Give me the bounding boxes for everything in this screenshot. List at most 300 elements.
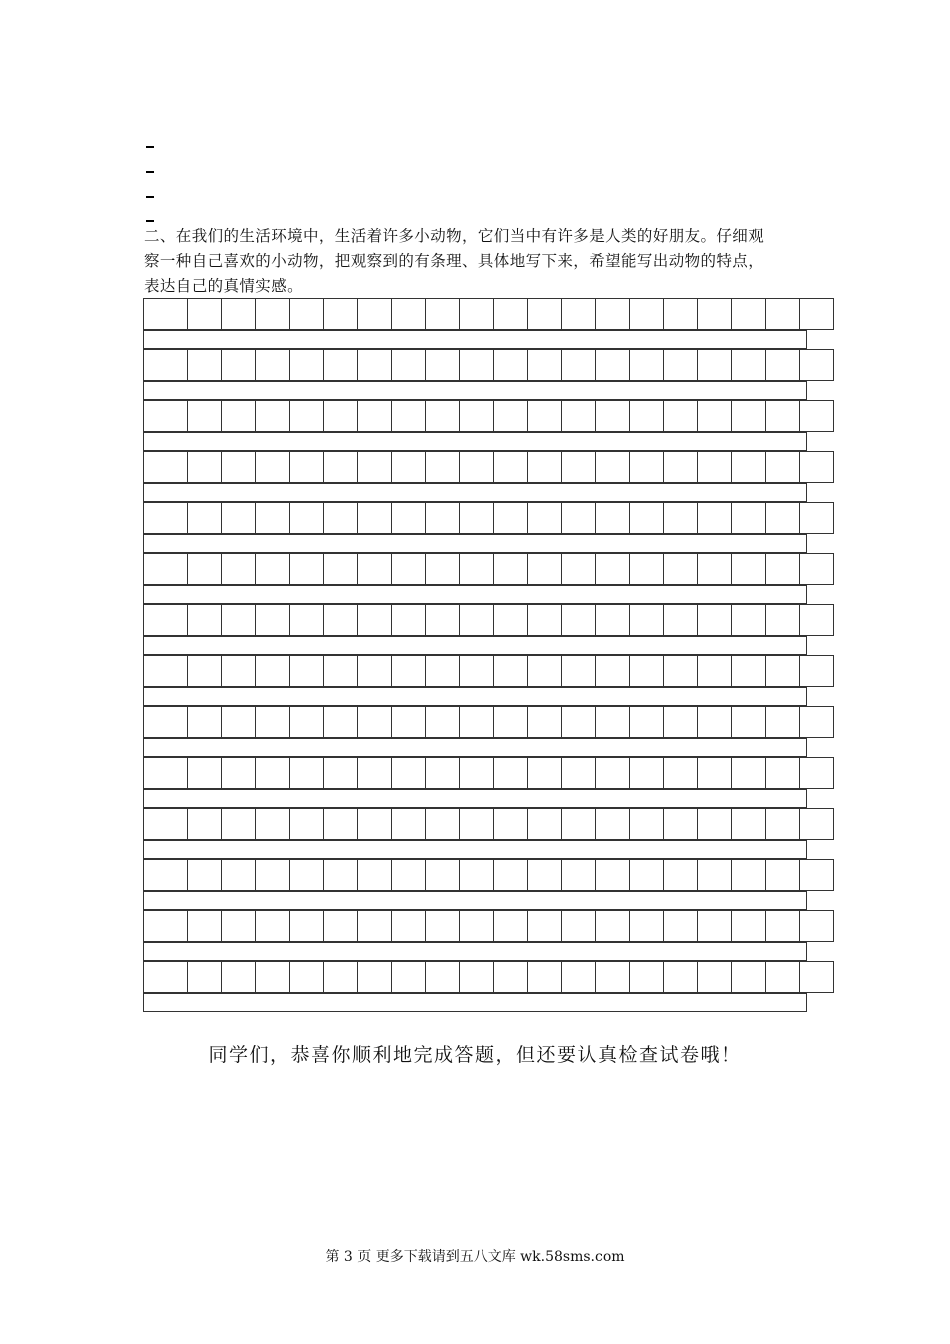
grid-cell[interactable]	[697, 910, 732, 942]
grid-row	[143, 349, 807, 381]
grid-cell[interactable]	[459, 349, 494, 381]
grid-cell[interactable]	[663, 655, 698, 687]
grid-cell[interactable]	[221, 706, 256, 738]
grid-cell[interactable]	[799, 808, 834, 840]
grid-cell[interactable]	[663, 553, 698, 585]
grid-cell[interactable]	[561, 910, 596, 942]
grid-cell[interactable]	[731, 859, 766, 891]
grid-cell[interactable]	[187, 808, 222, 840]
grid-cell[interactable]	[731, 553, 766, 585]
grid-cell[interactable]	[527, 400, 562, 432]
grid-cell[interactable]	[595, 808, 630, 840]
grid-cell[interactable]	[459, 859, 494, 891]
grid-cell[interactable]	[799, 349, 834, 381]
grid-cell[interactable]	[663, 604, 698, 636]
grid-cell[interactable]	[527, 604, 562, 636]
grid-cell[interactable]	[143, 349, 188, 381]
grid-cell[interactable]	[731, 910, 766, 942]
grid-cell[interactable]	[289, 298, 324, 330]
grid-cell[interactable]	[187, 859, 222, 891]
grid-cell[interactable]	[663, 400, 698, 432]
grid-cell[interactable]	[459, 502, 494, 534]
grid-cell[interactable]	[255, 757, 290, 789]
grid-cell[interactable]	[629, 604, 664, 636]
grid-cell[interactable]	[255, 604, 290, 636]
grid-cell[interactable]	[357, 808, 392, 840]
grid-cell[interactable]	[391, 859, 426, 891]
grid-cell[interactable]	[289, 553, 324, 585]
grid-cell[interactable]	[731, 706, 766, 738]
grid-cell[interactable]	[561, 655, 596, 687]
grid-cell[interactable]	[663, 910, 698, 942]
grid-cell[interactable]	[323, 655, 358, 687]
grid-cell[interactable]	[221, 502, 256, 534]
grid-cell[interactable]	[425, 604, 460, 636]
grid-cell[interactable]	[527, 349, 562, 381]
grid-cell[interactable]	[143, 910, 188, 942]
grid-cell[interactable]	[595, 553, 630, 585]
grid-cell[interactable]	[799, 655, 834, 687]
grid-cell[interactable]	[561, 502, 596, 534]
grid-cell[interactable]	[799, 400, 834, 432]
grid-cell[interactable]	[527, 655, 562, 687]
grid-cell[interactable]	[493, 808, 528, 840]
grid-cell[interactable]	[765, 349, 800, 381]
grid-cell[interactable]	[357, 706, 392, 738]
grid-cell[interactable]	[391, 298, 426, 330]
grid-cell[interactable]	[799, 757, 834, 789]
grid-cell[interactable]	[391, 349, 426, 381]
grid-cell[interactable]	[561, 349, 596, 381]
grid-cell[interactable]	[391, 502, 426, 534]
grid-cell[interactable]	[561, 757, 596, 789]
grid-cell[interactable]	[391, 400, 426, 432]
grid-row	[143, 961, 807, 993]
grid-cell[interactable]	[459, 655, 494, 687]
grid-cell[interactable]	[323, 400, 358, 432]
grid-cell[interactable]	[527, 910, 562, 942]
grid-cell[interactable]	[697, 655, 732, 687]
grid-cell[interactable]	[391, 604, 426, 636]
grid-cell[interactable]	[663, 298, 698, 330]
grid-cell[interactable]	[629, 451, 664, 483]
grid-cell[interactable]	[731, 298, 766, 330]
grid-cell[interactable]	[323, 553, 358, 585]
grid-cell[interactable]	[255, 808, 290, 840]
grid-spacer-row	[143, 891, 807, 910]
grid-cell[interactable]	[799, 553, 834, 585]
grid-cell[interactable]	[221, 400, 256, 432]
grid-cell[interactable]	[255, 655, 290, 687]
grid-cell[interactable]	[425, 706, 460, 738]
grid-cell[interactable]	[765, 655, 800, 687]
grid-cell[interactable]	[459, 808, 494, 840]
grid-cell[interactable]	[527, 298, 562, 330]
grid-cell[interactable]	[493, 553, 528, 585]
grid-cell[interactable]	[357, 859, 392, 891]
grid-cell[interactable]	[143, 655, 188, 687]
grid-cell[interactable]	[697, 400, 732, 432]
grid-cell[interactable]	[697, 706, 732, 738]
grid-cell[interactable]	[425, 400, 460, 432]
grid-cell[interactable]	[629, 859, 664, 891]
grid-spacer-row	[143, 993, 807, 1012]
grid-cell[interactable]	[391, 706, 426, 738]
grid-cell[interactable]	[221, 910, 256, 942]
grid-cell[interactable]	[629, 502, 664, 534]
grid-cell[interactable]	[493, 451, 528, 483]
grid-cell[interactable]	[357, 655, 392, 687]
grid-cell[interactable]	[187, 706, 222, 738]
grid-cell[interactable]	[289, 451, 324, 483]
grid-spacer-row	[143, 840, 807, 859]
closing-message: 同学们，恭喜你顺利地完成答题，但还要认真检查试卷哦！	[208, 1044, 742, 1066]
grid-cell[interactable]	[493, 400, 528, 432]
question-line: 二、在我们的生活环境中，生活着许多小动物，它们当中有许多是人类的好朋友。仔细观	[144, 227, 765, 245]
grid-cell[interactable]	[799, 502, 834, 534]
grid-cell[interactable]	[663, 706, 698, 738]
grid-cell[interactable]	[289, 655, 324, 687]
grid-cell[interactable]	[255, 961, 290, 993]
grid-cell[interactable]	[765, 961, 800, 993]
grid-cell[interactable]	[357, 961, 392, 993]
grid-cell[interactable]	[765, 859, 800, 891]
grid-cell[interactable]	[459, 706, 494, 738]
answer-line-3	[146, 196, 154, 198]
grid-cell[interactable]	[221, 451, 256, 483]
grid-cell[interactable]	[697, 502, 732, 534]
grid-cell[interactable]	[629, 910, 664, 942]
question-line: 表达自己的真情实感。	[144, 277, 304, 295]
grid-cell[interactable]	[561, 298, 596, 330]
grid-cell[interactable]	[663, 757, 698, 789]
grid-cell[interactable]	[221, 859, 256, 891]
grid-spacer-row	[143, 687, 807, 706]
grid-cell[interactable]	[187, 298, 222, 330]
grid-cell[interactable]	[143, 553, 188, 585]
grid-cell[interactable]	[425, 910, 460, 942]
grid-cell[interactable]	[527, 961, 562, 993]
grid-cell[interactable]	[289, 808, 324, 840]
grid-cell[interactable]	[595, 655, 630, 687]
grid-cell[interactable]	[799, 859, 834, 891]
grid-cell[interactable]	[323, 298, 358, 330]
grid-cell[interactable]	[143, 706, 188, 738]
grid-cell[interactable]	[391, 808, 426, 840]
grid-cell[interactable]	[221, 553, 256, 585]
grid-cell[interactable]	[255, 349, 290, 381]
grid-cell[interactable]	[221, 349, 256, 381]
grid-cell[interactable]	[799, 910, 834, 942]
grid-cell[interactable]	[731, 451, 766, 483]
grid-cell[interactable]	[221, 604, 256, 636]
grid-cell[interactable]	[731, 961, 766, 993]
grid-cell[interactable]	[289, 604, 324, 636]
grid-spacer-row	[143, 585, 807, 604]
grid-cell[interactable]	[697, 349, 732, 381]
grid-cell[interactable]	[731, 604, 766, 636]
grid-cell[interactable]	[765, 502, 800, 534]
grid-row	[143, 298, 807, 330]
grid-cell[interactable]	[697, 757, 732, 789]
grid-spacer-row	[143, 789, 807, 808]
grid-cell[interactable]	[357, 298, 392, 330]
grid-cell[interactable]	[255, 451, 290, 483]
grid-cell[interactable]	[289, 757, 324, 789]
grid-cell[interactable]	[493, 859, 528, 891]
grid-cell[interactable]	[663, 808, 698, 840]
grid-cell[interactable]	[221, 298, 256, 330]
grid-cell[interactable]	[527, 808, 562, 840]
grid-cell[interactable]	[187, 400, 222, 432]
grid-cell[interactable]	[697, 961, 732, 993]
grid-cell[interactable]	[391, 553, 426, 585]
grid-row	[143, 757, 807, 789]
grid-cell[interactable]	[357, 910, 392, 942]
grid-cell[interactable]	[255, 502, 290, 534]
grid-cell[interactable]	[187, 655, 222, 687]
grid-cell[interactable]	[425, 451, 460, 483]
grid-cell[interactable]	[357, 553, 392, 585]
grid-cell[interactable]	[187, 910, 222, 942]
grid-cell[interactable]	[143, 859, 188, 891]
grid-cell[interactable]	[289, 349, 324, 381]
grid-cell[interactable]	[595, 451, 630, 483]
grid-cell[interactable]	[459, 400, 494, 432]
grid-cell[interactable]	[663, 502, 698, 534]
grid-cell[interactable]	[629, 961, 664, 993]
grid-cell[interactable]	[425, 553, 460, 585]
grid-cell[interactable]	[765, 400, 800, 432]
page-footer: 第 3 页 更多下载请到五八文库 wk.58sms.com	[325, 1249, 625, 1265]
grid-cell[interactable]	[493, 961, 528, 993]
grid-cell[interactable]	[187, 349, 222, 381]
grid-cell[interactable]	[255, 553, 290, 585]
grid-cell[interactable]	[493, 757, 528, 789]
grid-cell[interactable]	[323, 859, 358, 891]
grid-cell[interactable]	[629, 298, 664, 330]
grid-cell[interactable]	[221, 808, 256, 840]
grid-cell[interactable]	[187, 502, 222, 534]
grid-cell[interactable]	[459, 553, 494, 585]
grid-cell[interactable]	[697, 451, 732, 483]
grid-cell[interactable]	[765, 757, 800, 789]
grid-cell[interactable]	[527, 502, 562, 534]
grid-cell[interactable]	[697, 298, 732, 330]
grid-cell[interactable]	[187, 961, 222, 993]
grid-cell[interactable]	[221, 757, 256, 789]
grid-cell[interactable]	[323, 502, 358, 534]
grid-cell[interactable]	[143, 604, 188, 636]
grid-cell[interactable]	[493, 298, 528, 330]
grid-cell[interactable]	[391, 451, 426, 483]
grid-cell[interactable]	[561, 400, 596, 432]
grid-cell[interactable]	[493, 502, 528, 534]
grid-cell[interactable]	[561, 808, 596, 840]
grid-cell[interactable]	[289, 502, 324, 534]
grid-cell[interactable]	[391, 655, 426, 687]
grid-cell[interactable]	[595, 604, 630, 636]
grid-cell[interactable]	[459, 910, 494, 942]
grid-cell[interactable]	[255, 859, 290, 891]
grid-cell[interactable]	[357, 604, 392, 636]
grid-cell[interactable]	[255, 400, 290, 432]
grid-cell[interactable]	[143, 298, 188, 330]
composition-grid[interactable]	[143, 298, 807, 1012]
question-line: 察一种自己喜欢的小动物，把观察到的有条理、具体地写下来，希望能写出动物的特点，	[144, 252, 765, 270]
grid-cell[interactable]	[595, 757, 630, 789]
grid-cell[interactable]	[357, 451, 392, 483]
grid-cell[interactable]	[629, 757, 664, 789]
grid-cell[interactable]	[425, 655, 460, 687]
grid-cell[interactable]	[731, 808, 766, 840]
grid-cell[interactable]	[629, 553, 664, 585]
grid-cell[interactable]	[595, 400, 630, 432]
grid-cell[interactable]	[143, 451, 188, 483]
grid-cell[interactable]	[289, 706, 324, 738]
grid-cell[interactable]	[391, 757, 426, 789]
grid-cell[interactable]	[187, 757, 222, 789]
grid-cell[interactable]	[493, 349, 528, 381]
grid-cell[interactable]	[731, 349, 766, 381]
grid-cell[interactable]	[493, 604, 528, 636]
grid-cell[interactable]	[663, 961, 698, 993]
grid-spacer-row	[143, 942, 807, 961]
grid-cell[interactable]	[799, 298, 834, 330]
grid-cell[interactable]	[629, 400, 664, 432]
grid-cell[interactable]	[527, 451, 562, 483]
grid-cell[interactable]	[187, 604, 222, 636]
grid-cell[interactable]	[731, 757, 766, 789]
grid-cell[interactable]	[595, 298, 630, 330]
grid-cell[interactable]	[561, 859, 596, 891]
grid-cell[interactable]	[289, 400, 324, 432]
grid-cell[interactable]	[289, 859, 324, 891]
grid-cell[interactable]	[459, 451, 494, 483]
grid-cell[interactable]	[143, 502, 188, 534]
grid-cell[interactable]	[187, 451, 222, 483]
grid-cell[interactable]	[595, 859, 630, 891]
grid-cell[interactable]	[629, 655, 664, 687]
grid-cell[interactable]	[765, 298, 800, 330]
grid-cell[interactable]	[527, 757, 562, 789]
grid-cell[interactable]	[697, 859, 732, 891]
grid-cell[interactable]	[697, 553, 732, 585]
grid-cell[interactable]	[595, 502, 630, 534]
grid-cell[interactable]	[527, 706, 562, 738]
grid-cell[interactable]	[391, 910, 426, 942]
grid-cell[interactable]	[323, 910, 358, 942]
grid-cell[interactable]	[459, 298, 494, 330]
grid-cell[interactable]	[459, 961, 494, 993]
grid-cell[interactable]	[595, 349, 630, 381]
grid-cell[interactable]	[357, 400, 392, 432]
grid-cell[interactable]	[221, 655, 256, 687]
grid-cell[interactable]	[391, 961, 426, 993]
grid-cell[interactable]	[595, 706, 630, 738]
grid-cell[interactable]	[561, 706, 596, 738]
grid-cell[interactable]	[459, 757, 494, 789]
grid-cell[interactable]	[731, 400, 766, 432]
grid-cell[interactable]	[799, 451, 834, 483]
grid-cell[interactable]	[357, 757, 392, 789]
grid-cell[interactable]	[289, 910, 324, 942]
grid-cell[interactable]	[323, 604, 358, 636]
grid-cell[interactable]	[765, 808, 800, 840]
grid-cell[interactable]	[493, 910, 528, 942]
grid-cell[interactable]	[425, 859, 460, 891]
grid-cell[interactable]	[527, 553, 562, 585]
grid-cell[interactable]	[561, 553, 596, 585]
grid-cell[interactable]	[765, 553, 800, 585]
grid-cell[interactable]	[143, 808, 188, 840]
grid-cell[interactable]	[221, 961, 256, 993]
grid-cell[interactable]	[425, 349, 460, 381]
grid-cell[interactable]	[425, 757, 460, 789]
grid-cell[interactable]	[187, 553, 222, 585]
grid-cell[interactable]	[663, 349, 698, 381]
grid-cell[interactable]	[731, 655, 766, 687]
grid-cell[interactable]	[323, 757, 358, 789]
grid-cell[interactable]	[323, 808, 358, 840]
grid-cell[interactable]	[765, 604, 800, 636]
grid-cell[interactable]	[357, 349, 392, 381]
grid-cell[interactable]	[255, 706, 290, 738]
grid-cell[interactable]	[765, 910, 800, 942]
grid-cell[interactable]	[629, 808, 664, 840]
grid-cell[interactable]	[255, 298, 290, 330]
grid-cell[interactable]	[143, 961, 188, 993]
grid-row	[143, 910, 807, 942]
grid-cell[interactable]	[561, 451, 596, 483]
grid-cell[interactable]	[289, 961, 324, 993]
grid-cell[interactable]	[323, 349, 358, 381]
grid-cell[interactable]	[357, 502, 392, 534]
grid-cell[interactable]	[697, 604, 732, 636]
grid-cell[interactable]	[799, 961, 834, 993]
grid-cell[interactable]	[629, 706, 664, 738]
grid-cell[interactable]	[459, 604, 494, 636]
grid-cell[interactable]	[425, 298, 460, 330]
grid-cell[interactable]	[493, 655, 528, 687]
grid-cell[interactable]	[731, 502, 766, 534]
grid-cell[interactable]	[255, 910, 290, 942]
grid-cell[interactable]	[425, 808, 460, 840]
grid-cell[interactable]	[493, 706, 528, 738]
grid-cell[interactable]	[561, 604, 596, 636]
grid-cell[interactable]	[629, 349, 664, 381]
grid-cell[interactable]	[323, 706, 358, 738]
grid-cell[interactable]	[595, 961, 630, 993]
grid-cell[interactable]	[595, 910, 630, 942]
grid-cell[interactable]	[143, 757, 188, 789]
grid-cell[interactable]	[425, 961, 460, 993]
grid-cell[interactable]	[799, 604, 834, 636]
grid-cell[interactable]	[765, 451, 800, 483]
grid-cell[interactable]	[527, 859, 562, 891]
grid-cell[interactable]	[697, 808, 732, 840]
grid-cell[interactable]	[799, 706, 834, 738]
grid-cell[interactable]	[323, 451, 358, 483]
grid-cell[interactable]	[323, 961, 358, 993]
grid-row	[143, 553, 807, 585]
grid-cell[interactable]	[143, 400, 188, 432]
grid-cell[interactable]	[765, 706, 800, 738]
grid-cell[interactable]	[561, 961, 596, 993]
grid-cell[interactable]	[663, 451, 698, 483]
grid-cell[interactable]	[663, 859, 698, 891]
grid-cell[interactable]	[425, 502, 460, 534]
